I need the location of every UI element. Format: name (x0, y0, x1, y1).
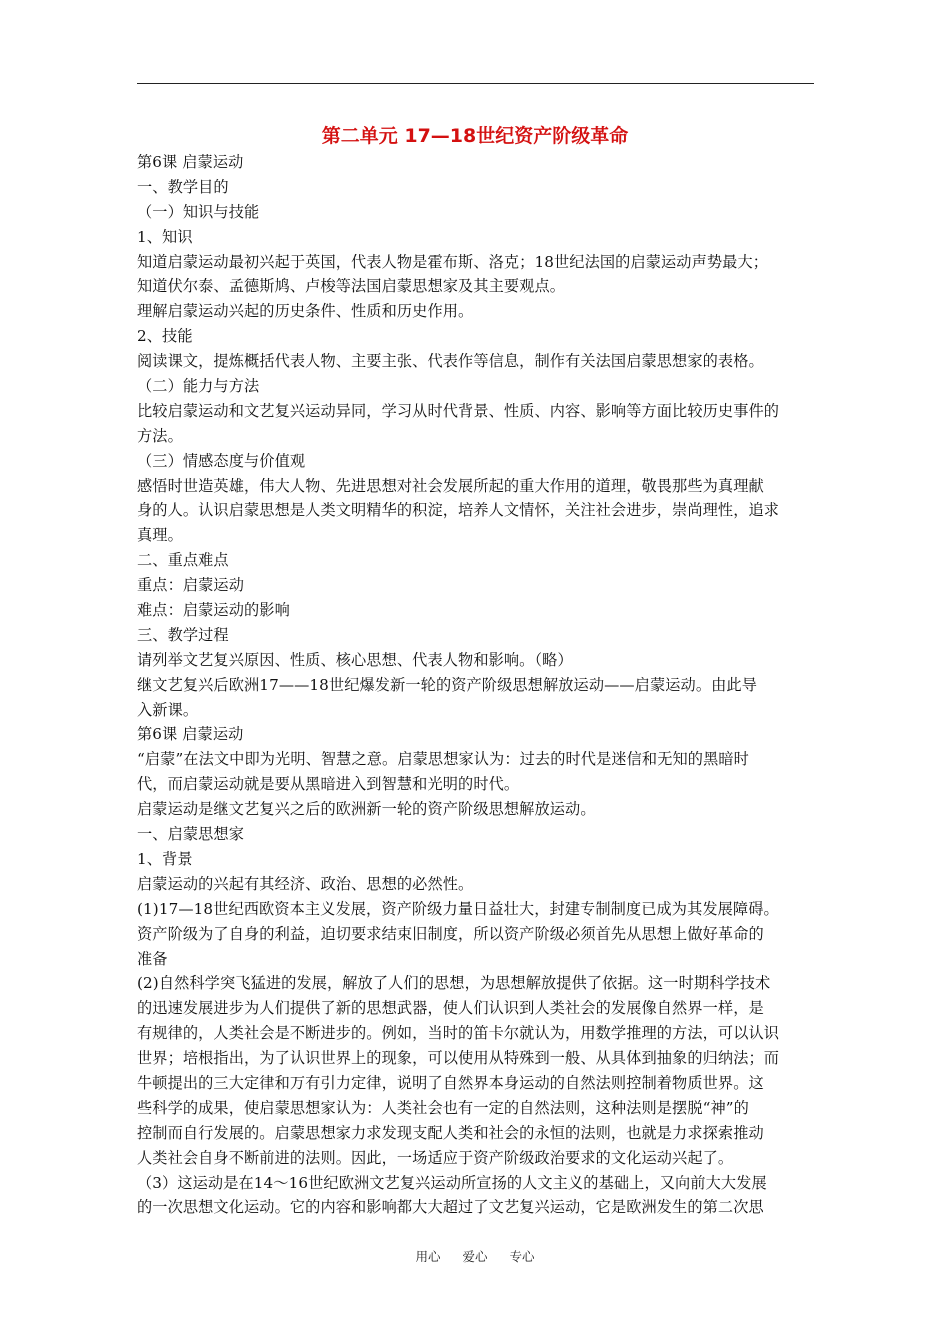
text-line: 第6课 启蒙运动 (137, 153, 244, 171)
text-line: 知道启蒙运动最初兴起于英国，代表人物是霍布斯、洛克；18世纪法国的启蒙运动声势最大； (137, 252, 769, 271)
text-line: 2、技能 (137, 327, 193, 346)
text-line: 代，而启蒙运动就是要从黑暗进入到智慧和光明的时代。 (137, 775, 520, 794)
text-line: 启蒙运动的兴起有其经济、政治、思想的必然性。 (137, 874, 474, 893)
text-line: 的迅速发展进步为人们提供了新的思想武器，使人们认识到人类社会的发展像自然界一样，是 (137, 999, 764, 1018)
header-rule (137, 83, 814, 84)
text-line: 理解启蒙运动兴起的历史条件、性质和历史作用。 (137, 302, 474, 321)
text-line: 有规律的，人类社会是不断进步的。例如，当时的笛卡尔就认为，用数学推理的方法，可以认识 (137, 1024, 780, 1043)
text-line: 一、启蒙思想家 (137, 825, 245, 844)
text-line: 1、知识 (137, 227, 193, 246)
text-line: （3）这运动是在14～16世纪欧洲文艺复兴运动所宣扬的人文主义的基础上，又向前大大发展 (137, 1173, 767, 1192)
text-line: （二）能力与方法 (137, 377, 260, 396)
text-line: 控制而自行发展的。启蒙思想家力求发现支配人类和社会的永恒的法则，也就是力求探索推动 (137, 1123, 764, 1142)
text-line: “启蒙”在法文中即为光明、智慧之意。启蒙思想家认为：过去的时代是迷信和无知的黑暗时 (137, 750, 749, 769)
text-line: （一）知识与技能 (137, 202, 260, 221)
text-line: 1、背景 (137, 849, 193, 868)
text-line: 准备 (137, 949, 168, 968)
text-line: 三、教学过程 (137, 625, 229, 644)
text-line: 请列举文艺复兴原因、性质、核心思想、代表人物和影响。（略） (137, 650, 573, 669)
text-line: （三）情感态度与价值观 (137, 451, 306, 470)
text-line: (2)自然科学突飞猛进的发展，解放了人们的思想，为思想解放提供了依据。这一时期科学技术 (137, 974, 771, 993)
text-line: 真理。 (137, 526, 183, 545)
text-line: 的一次思想文化运动。它的内容和影响都大大超过了文艺复兴运动，它是欧洲发生的第二次思 (137, 1198, 764, 1217)
text-line: (1)17—18世纪西欧资本主义发展，资产阶级力量日益壮大，封建专制制度已成为其发展障碍。 (137, 899, 779, 918)
text-line: 牛顿提出的三大定律和万有引力定律，说明了自然界本身运动的自然法则控制着物质世界。这 (137, 1073, 764, 1092)
text-line: 些科学的成果，使启蒙思想家认为：人类社会也有一定的自然法则，这种法则是摆脱“神”的 (137, 1098, 749, 1117)
text-line: 方法。 (137, 426, 183, 445)
text-line: 世界；培根指出，为了认识世界上的现象，可以使用从特殊到一般、从具体到抽象的归纳法；而 (137, 1049, 780, 1068)
document-body (137, 150, 817, 1220)
page-footer: 用心 爱心 专心 (415, 1249, 535, 1264)
text-line: 一、教学目的 (137, 177, 229, 196)
text-line: 难点：启蒙运动的影响 (137, 601, 290, 620)
text-line: 继文艺复兴后欧洲17——18世纪爆发新一轮的资产阶级思想解放运动——启蒙运动。由此导 (137, 675, 757, 694)
text-line: 身的人。认识启蒙思想是人类文明精华的积淀，培养人文情怀，关注社会进步，崇尚理性，追求 (137, 501, 780, 520)
text-line: 比较启蒙运动和文艺复兴运动异同，学习从时代背景、性质、内容、影响等方面比较历史事件的 (137, 401, 780, 420)
text-line: 第6课 启蒙运动 (137, 725, 244, 744)
text-line: 入新课。 (137, 700, 199, 719)
text-line: 阅读课文，提炼概括代表人物、主要主张、代表作等信息，制作有关法国启蒙思想家的表格。 (137, 352, 764, 371)
text-line: 资产阶级为了自身的利益，迫切要求结束旧制度，所以资产阶级必须首先从思想上做好革命的 (137, 924, 764, 943)
text-line: 二、重点难点 (137, 551, 229, 570)
text-line: 人类社会自身不断前进的法则。因此，一场适应于资产阶级政治要求的文化运动兴起了。 (137, 1148, 734, 1167)
text-line: 知道伏尔泰、孟德斯鸠、卢梭等法国启蒙思想家及其主要观点。 (137, 277, 566, 296)
text-line: 启蒙运动是继文艺复兴之后的欧洲新一轮的资产阶级思想解放运动。 (137, 800, 596, 819)
text-line: 感悟时世造英雄，伟大人物、先进思想对社会发展所起的重大作用的道理，敬畏那些为真理献 (137, 476, 764, 495)
unit-title: 第二单元 17—18世纪资产阶级革命 (321, 125, 629, 147)
text-line: 重点：启蒙运动 (137, 576, 245, 595)
